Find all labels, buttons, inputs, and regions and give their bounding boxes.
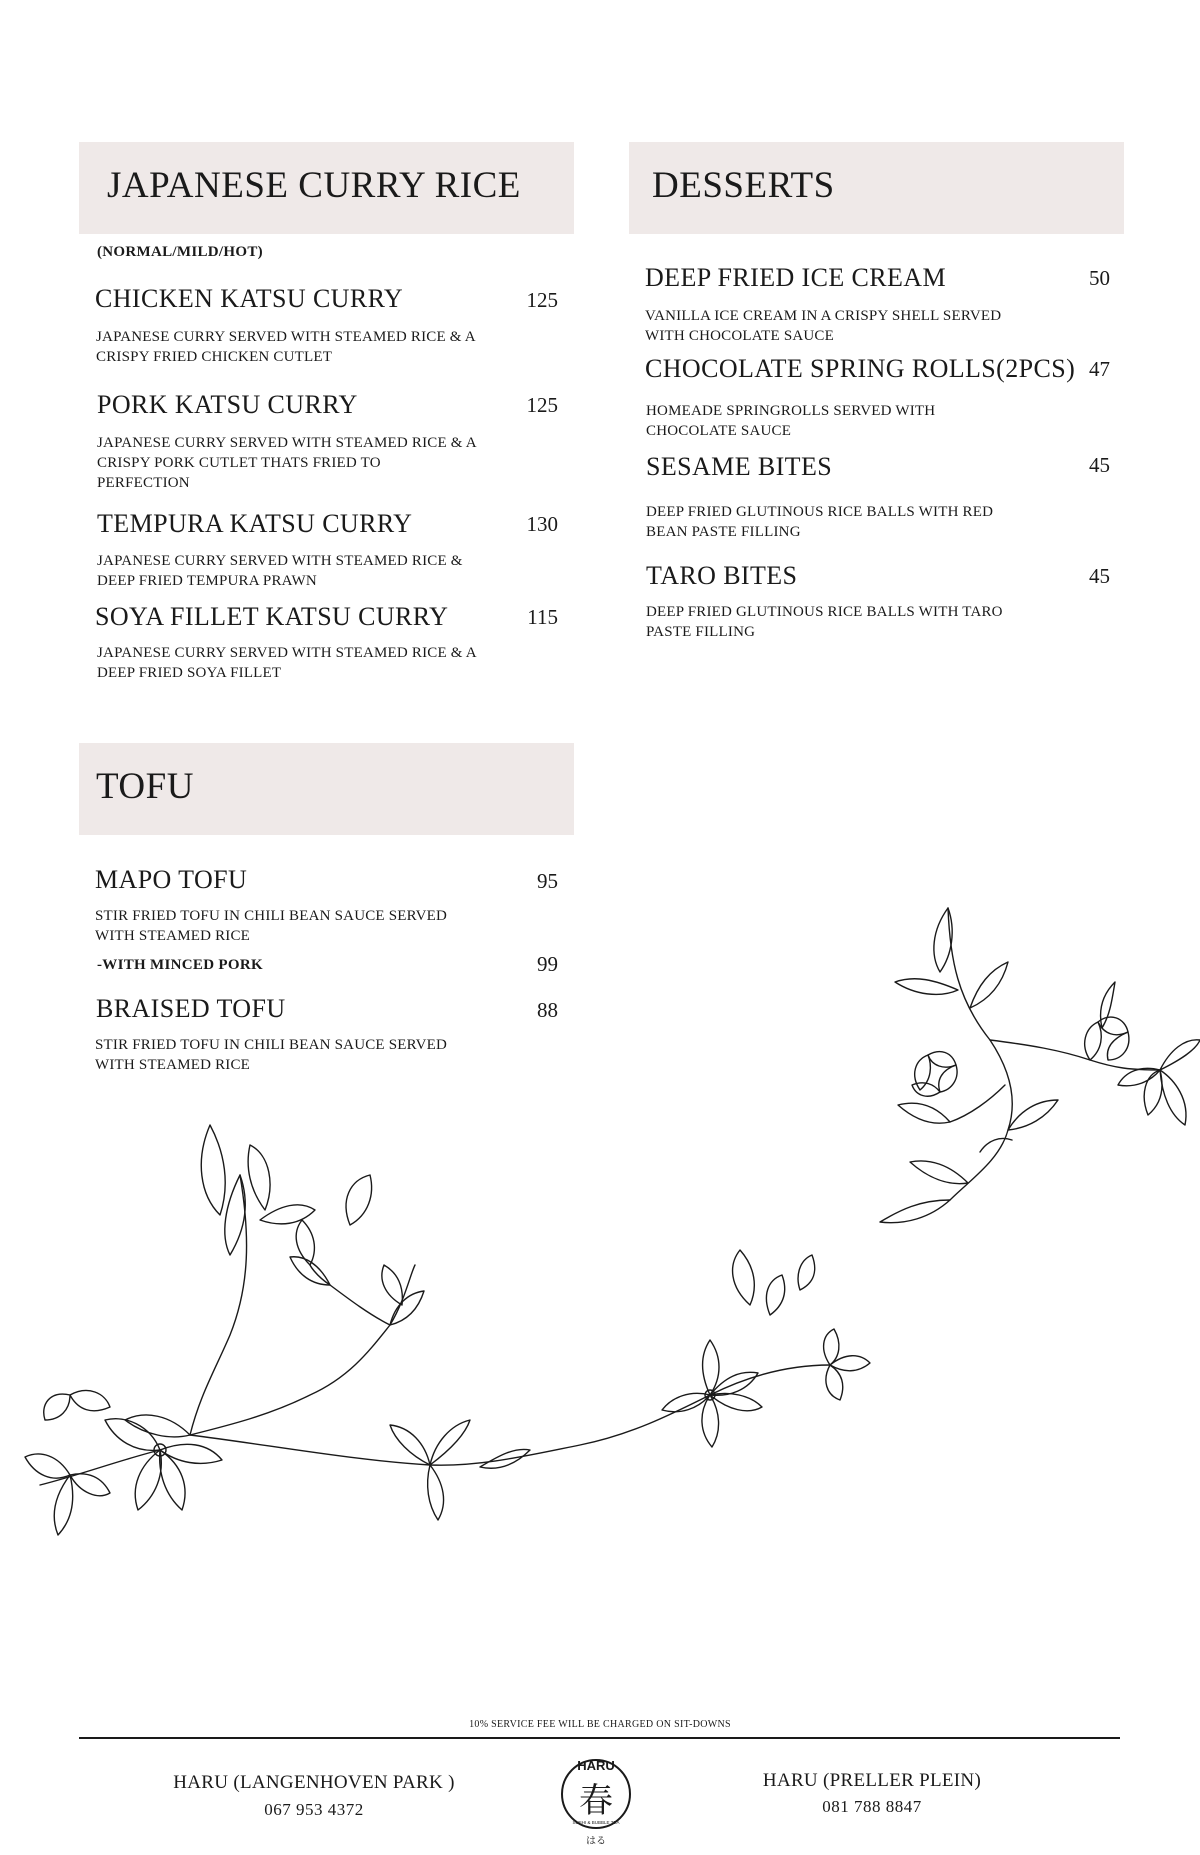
addon-price: 99	[537, 952, 558, 976]
menu-item-description: STIR FRIED TOFU IN CHILI BEAN SAUCE SERVED WITH STEAMED RICE	[95, 1037, 448, 1073]
logo-text: HARU	[577, 1758, 615, 1773]
haru-logo	[552, 1750, 640, 1850]
menu-item-description: JAPANESE CURRY SERVED WITH STEAMED RICE & DEEP FRIED TEMPURA PRAWN	[97, 553, 463, 589]
menu-item-description: JAPANESE CURRY SERVED WITH STEAMED RICE & A CRISPY PORK CUTLET THATS FRIED TO PERFECTION	[97, 435, 477, 491]
location-phone: 081 788 8847	[822, 1797, 922, 1816]
spice-level-note: (NORMAL/MILD/HOT)	[97, 244, 263, 260]
menu-item-description: JAPANESE CURRY SERVED WITH STEAMED RICE & A CRISPY FRIED CHICKEN CUTLET	[96, 329, 476, 365]
menu-item-name: CHICKEN KATSU CURRY	[95, 284, 404, 313]
tofu-section-header	[79, 743, 574, 835]
logo-tagline: SUSHI & BUBBLE TEA	[572, 1820, 620, 1825]
menu-item-name: MAPO TOFU	[95, 865, 248, 894]
curry-section-title: JAPANESE CURRY RICE	[107, 165, 521, 206]
menu-item-name: CHOCOLATE SPRING ROLLS(2PCS)	[645, 354, 1076, 383]
floral-branch-illustration-right	[840, 900, 1200, 1230]
menu-item-price: 88	[537, 998, 558, 1022]
service-fee-note: 10% SERVICE FEE WILL BE CHARGED ON SIT-DOWNS	[469, 1719, 731, 1730]
menu-item-description: DEEP FRIED GLUTINOUS RICE BALLS WITH RED BEAN PASTE FILLING	[646, 504, 994, 540]
location-phone: 067 953 4372	[264, 1800, 364, 1819]
menu-item-price: 125	[526, 288, 558, 312]
menu-item-name: DEEP FRIED ICE CREAM	[645, 263, 946, 292]
menu-item-price: 45	[1089, 564, 1110, 588]
menu-item-name: SESAME BITES	[646, 452, 833, 481]
menu-item-description: HOMEADE SPRINGROLLS SERVED WITH CHOCOLATE SAUCE	[646, 403, 936, 439]
desserts-section-title: DESSERTS	[652, 165, 835, 206]
menu-item-price: 115	[527, 605, 558, 629]
menu-item-name: TARO BITES	[646, 561, 798, 590]
menu-item-price: 125	[526, 393, 558, 417]
curry-section-header	[79, 142, 574, 234]
addon-label: -WITH MINCED PORK	[97, 957, 263, 973]
desserts-section-header	[629, 142, 1124, 234]
footer-divider	[79, 1737, 1120, 1739]
location-name: HARU (LANGENHOVEN PARK )	[173, 1772, 455, 1793]
menu-item-description: DEEP FRIED GLUTINOUS RICE BALLS WITH TARO PASTE FILLING	[646, 604, 1003, 640]
floral-vine-illustration-left	[10, 1115, 890, 1655]
menu-item-price: 50	[1089, 266, 1110, 290]
menu-item-price: 130	[526, 512, 558, 536]
logo-kanji: 春	[579, 1781, 613, 1821]
menu-item-price: 47	[1089, 357, 1110, 381]
menu-item-name: PORK KATSU CURRY	[97, 390, 358, 419]
menu-item-price: 45	[1089, 453, 1110, 477]
tofu-section-title: TOFU	[96, 766, 194, 807]
menu-item-name: SOYA FILLET KATSU CURRY	[95, 602, 449, 631]
menu-item-description: JAPANESE CURRY SERVED WITH STEAMED RICE & A DEEP FRIED SOYA FILLET	[97, 645, 477, 681]
menu-item-name: BRAISED TOFU	[96, 994, 286, 1023]
menu-item-description: VANILLA ICE CREAM IN A CRISPY SHELL SERVED WITH CHOCOLATE SAUCE	[645, 308, 1002, 344]
menu-item-price: 95	[537, 869, 558, 893]
menu-item-description: STIR FRIED TOFU IN CHILI BEAN SAUCE SERVED WITH STEAMED RICE	[95, 908, 448, 944]
menu-item-name: TEMPURA KATSU CURRY	[97, 509, 413, 538]
location-name: HARU (PRELLER PLEIN)	[762, 1770, 982, 1791]
logo-kana: はる	[586, 1836, 606, 1847]
